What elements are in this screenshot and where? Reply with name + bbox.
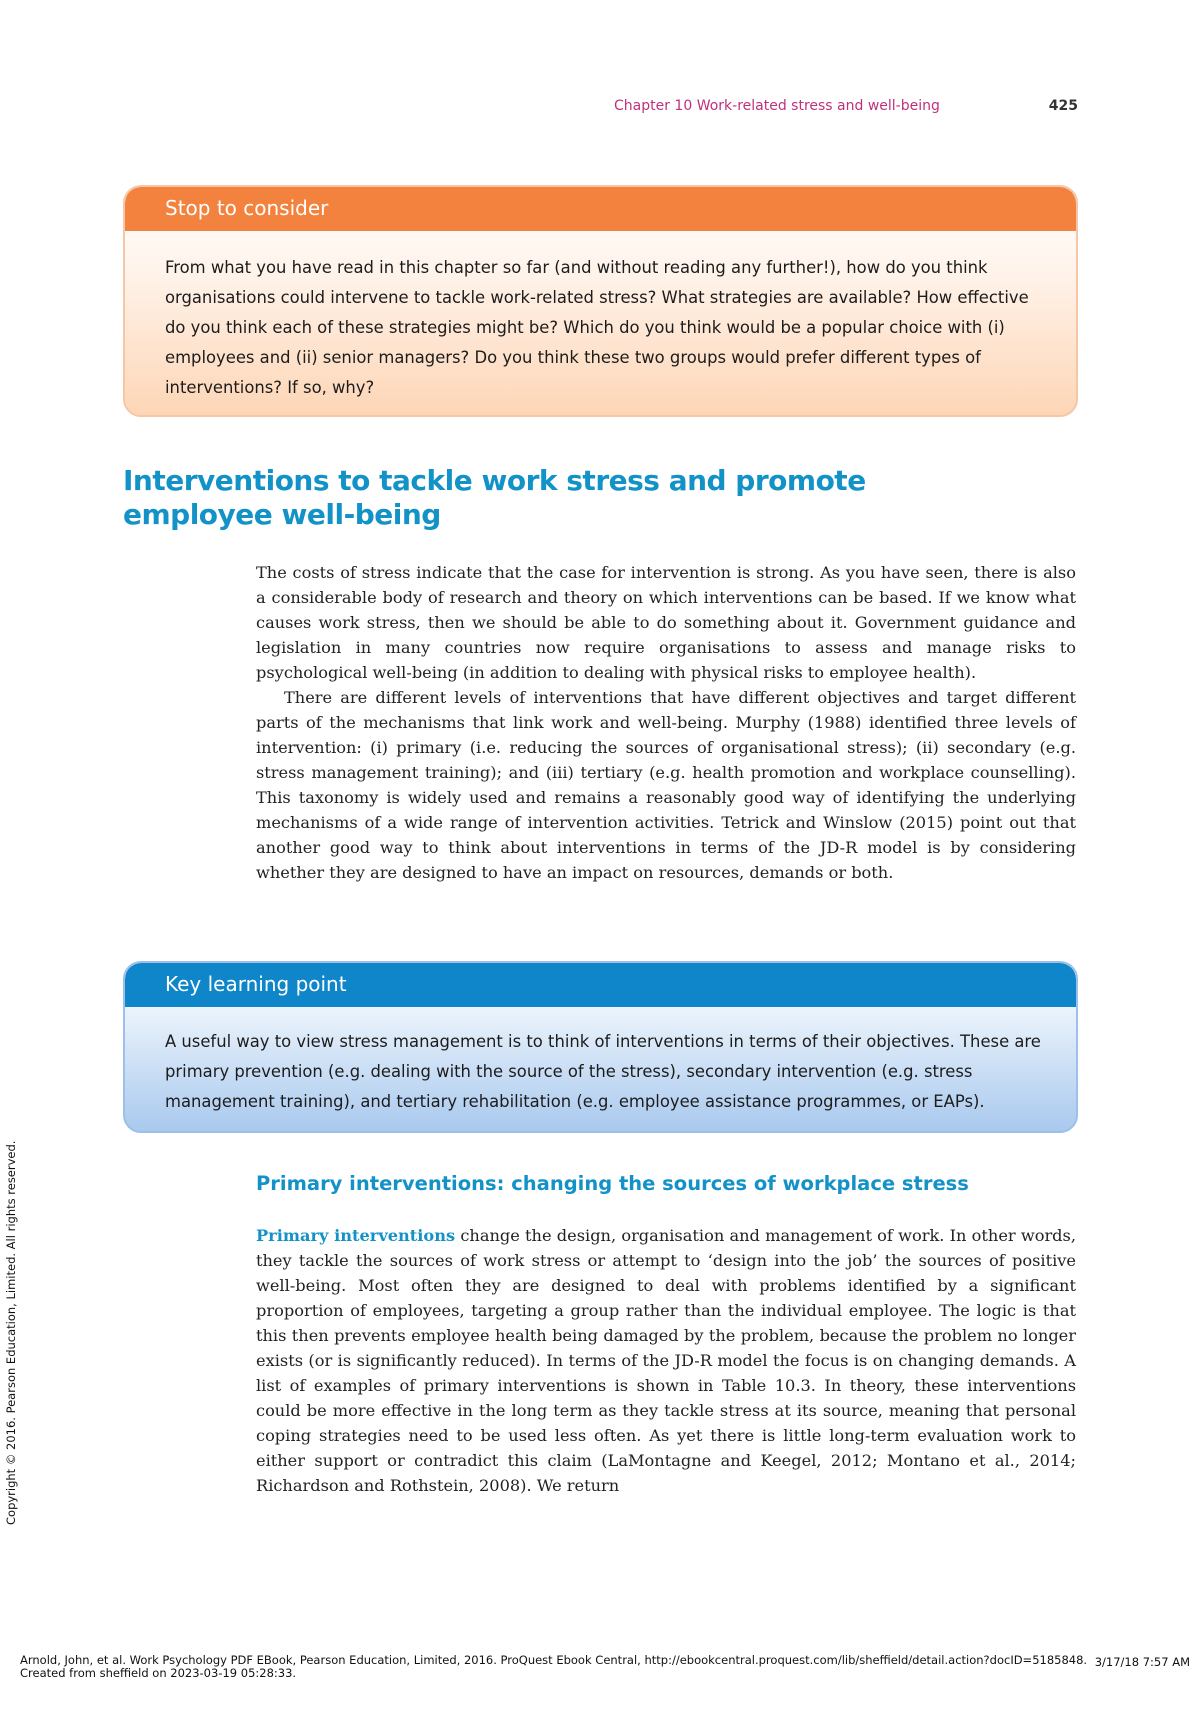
page-number: 425 <box>1048 98 1078 114</box>
paragraph-3 <box>256 1223 1076 1498</box>
paragraph-1: The costs of stress indicate that the case for intervention is strong. As you have seen, there is also a considerable body of research and theory on which interventions can be based. If we know what causes work stress, then we should be able to do something about it. Government guidance and legislation in many countries now require organisations to assess and manage risks to psychological well-being (in addition to dealing with physical risks to employee health). <box>256 563 1076 682</box>
primary-interventions-body <box>256 1223 1076 1498</box>
stop-to-consider-box <box>123 185 1078 417</box>
footer-created: Created from sheffield on 2023-03-19 05:28:33. <box>20 1666 297 1680</box>
section-heading: Interventions to tackle work stress and promote employee well-being <box>123 464 866 531</box>
stop-to-consider-header <box>125 187 1076 231</box>
chapter-title: Chapter 10 Work-related stress and well-being <box>614 98 940 114</box>
key-learning-point-title: Key learning point <box>165 972 347 996</box>
key-learning-point-header <box>125 963 1076 1007</box>
side-copyright: Copyright © 2016. Pearson Education, Limited. All rights reserved. <box>4 1140 18 1525</box>
key-learning-point-box <box>123 961 1078 1133</box>
key-learning-point-text: A useful way to view stress management is to think of interventions in terms of their objectives. These are primary prevention (e.g. dealing with the source of the stress), secondary intervention (e.g. stress management training), and tertiary rehabilitation (e.g. employee assistance programmes, or EAPs). <box>165 1032 1041 1111</box>
paragraph-3-text: change the design, organisation and management of work. In other words, they tackle the sources of work stress or attempt to ‘design into the job’ the sources of positive well-being. Most often they are designed to deal with problems identified by a significant proportion of employees, targeting a group rather than the individual employee. The logic is that this then prevents employee health being damaged by the problem, because the problem no longer exists (or is significantly reduced). In terms of the JD-R model the focus is on changing demands. A list of examples of primary interventions is shown in Table 10.3. In theory, these interventions could be more effective in the long term as they tackle stress at its source, meaning that personal coping strategies need to be used less often. As yet there is little long-term evaluation work to either support or contradict this claim (LaMontagne and Keegel, 2012; Montano et al., 2014; Richardson and Rothstein, 2008). We return <box>256 1226 1077 1495</box>
primary-interventions-heading: Primary interventions: changing the sources of workplace stress <box>256 1172 969 1195</box>
section-body <box>256 560 1076 885</box>
page-footer <box>20 1653 1190 1693</box>
footer-citation: Arnold, John, et al. Work Psychology PDF EBook, Pearson Education, Limited, 2016. ProQuest Ebook Central, http://ebookcentral.proquest.com/lib/sheffield/detail.action?docID=5185848. <box>20 1653 1088 1667</box>
running-head <box>560 96 1080 120</box>
stop-to-consider-text: From what you have read in this chapter so far (and without reading any further!), how do you think organisations could intervene to tackle work-related stress? What strategies are available? How effective do you think each of these strategies might be? Which do you think would be a popular choice with (i) employees and (ii) senior managers? Do you think these two groups would prefer different types of interventions? If so, why? <box>165 258 1029 397</box>
paragraph-2: There are different levels of interventions that have different objectives and target different parts of the mechanisms that link work and well-being. Murphy (1988) identified three levels of intervention: (i) primary (i.e. reducing the sources of organisational stress); (ii) secondary (e.g. stress management training); and (iii) tertiary (e.g. health promotion and workplace counselling). This taxonomy is widely used and remains a reasonably good way of identifying the underlying mechanisms of a wide range of intervention activities. Tetrick and Winslow (2015) point out that another good way to think about interventions in terms of the JD-R model is by considering whether they are designed to have an impact on resources, demands or both. <box>256 688 1076 882</box>
footer-datetime: 3/17/18 7:57 AM <box>1094 1655 1190 1669</box>
key-term: Primary interventions <box>256 1226 456 1245</box>
stop-to-consider-title: Stop to consider <box>165 196 329 220</box>
